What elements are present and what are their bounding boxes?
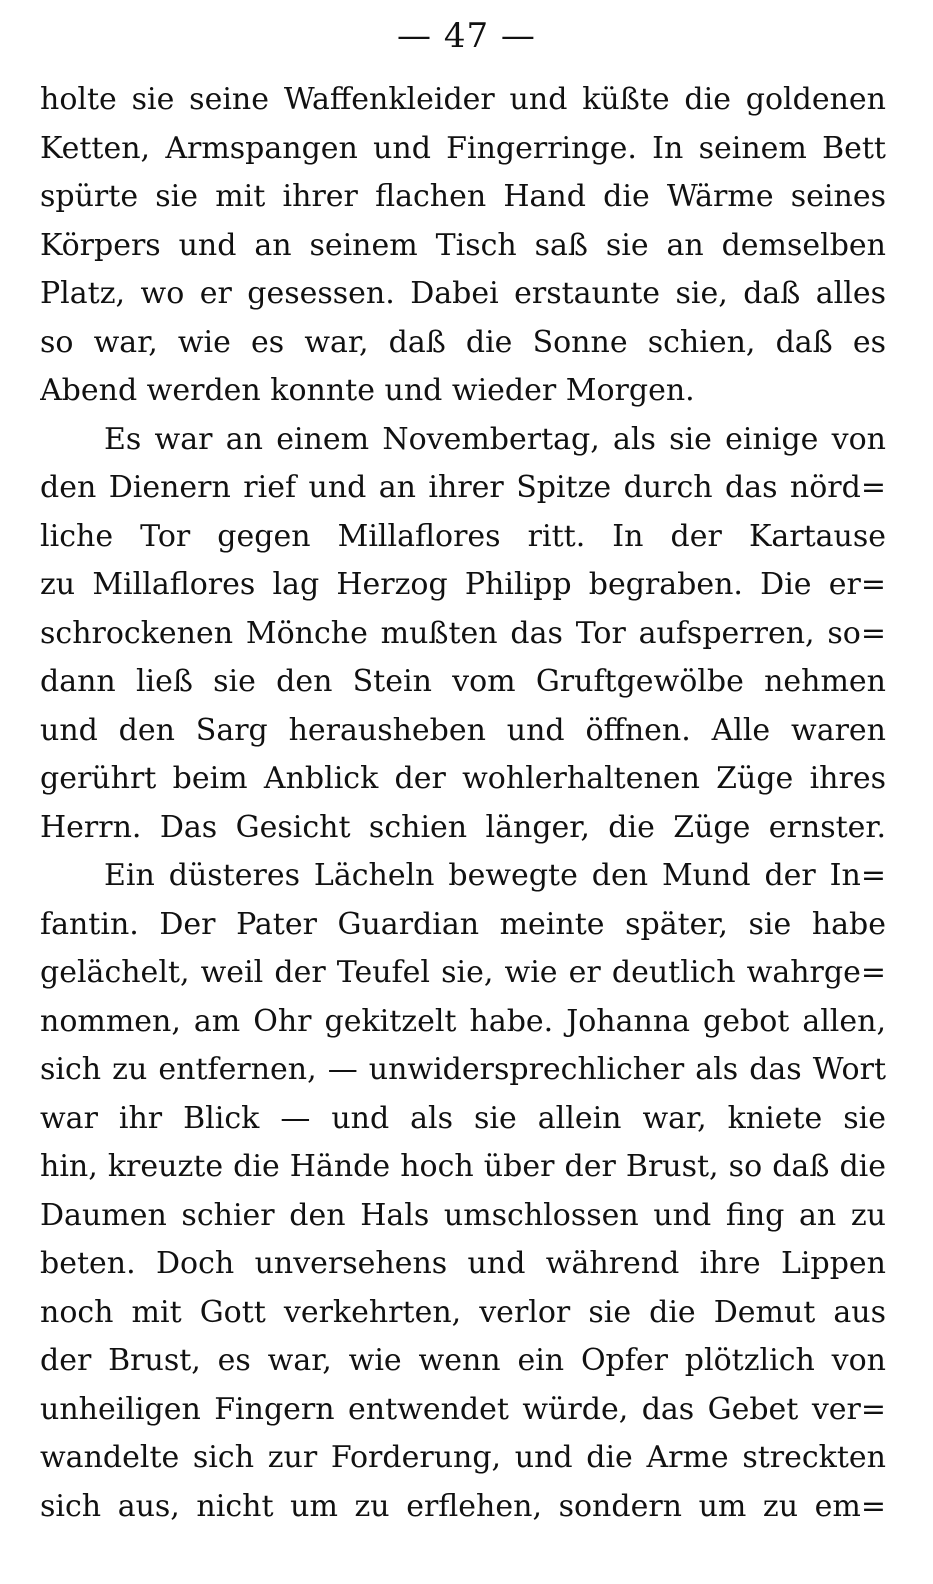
text-line: Ein düsteres Lächeln bewegte den Mund der In= — [104, 858, 886, 893]
text-line: Platz, wo er gesessen. Dabei erstaunte sie, daß alles — [40, 276, 886, 311]
text-line: und den Sarg herausheben und öffnen. Alle waren — [40, 712, 886, 748]
text-line: Abend werden konnte und wieder Morgen. — [40, 373, 695, 408]
text-line: holte sie seine Waffenkleider und küßte die goldenen — [40, 82, 886, 117]
text-line: nommen, am Ohr gekitzelt habe. Johanna gebot allen, — [40, 1003, 886, 1039]
body-text — [40, 76, 886, 1531]
text-line: sich aus, nicht um zu erflehen, sondern um zu em= — [40, 1488, 886, 1524]
text-line: spürte sie mit ihrer flachen Hand die Wärme seines — [40, 179, 886, 214]
text-line: sich zu entfernen, — unwidersprechlicher als das Wort — [40, 1052, 886, 1087]
text-line: so war, wie es war, daß die Sonne schien, daß es — [40, 324, 886, 360]
text-line: zu Millaflores lag Herzog Philipp begraben. Die er= — [40, 567, 886, 602]
text-line: Ketten, Armspangen und Fingerringe. In seinem Bett — [40, 130, 886, 166]
text-line: noch mit Gott verkehrten, verlor sie die Demut aus — [40, 1294, 886, 1330]
text-line: schrockenen Mönche mußten das Tor aufsperren, so= — [40, 615, 886, 651]
text-line: Daumen schier den Hals umschlossen und fing an zu — [40, 1197, 886, 1233]
text-line: den Dienern rief und an ihrer Spitze durch das nörd= — [40, 470, 886, 505]
text-line: Körpers und an seinem Tisch saß sie an demselben — [40, 227, 886, 263]
text-line: gelächelt, weil der Teufel sie, wie er deutlich wahrge= — [40, 955, 886, 990]
text-line: war ihr Blick — und als sie allein war, kniete sie — [40, 1100, 886, 1136]
page-number-header: — 47 — — [397, 16, 536, 56]
text-line: hin, kreuzte die Hände hoch über der Brust, so daß die — [40, 1149, 886, 1184]
text-line: gerührt beim Anblick der wohlerhaltenen Züge ihres — [40, 761, 886, 796]
text-line: liche Tor gegen Millaflores ritt. In der Kartause — [40, 518, 886, 554]
text-line: fantin. Der Pater Guardian meinte später, sie habe — [40, 906, 886, 942]
text-line: beten. Doch unversehens und während ihre Lippen — [40, 1246, 886, 1281]
text-line: der Brust, es war, wie wenn ein Opfer plötzlich von — [40, 1343, 886, 1378]
text-line: wandelte sich zur Forderung, und die Arme streckten — [40, 1440, 886, 1475]
text-line: Herrn. Das Gesicht schien länger, die Züge ernster. — [40, 809, 886, 845]
text-line: dann ließ sie den Stein vom Gruftgewölbe nehmen — [40, 664, 886, 699]
text-line: Es war an einem Novembertag, als sie einige von — [104, 421, 886, 457]
text-line: unheiligen Fingern entwendet würde, das Gebet ver= — [40, 1391, 886, 1427]
